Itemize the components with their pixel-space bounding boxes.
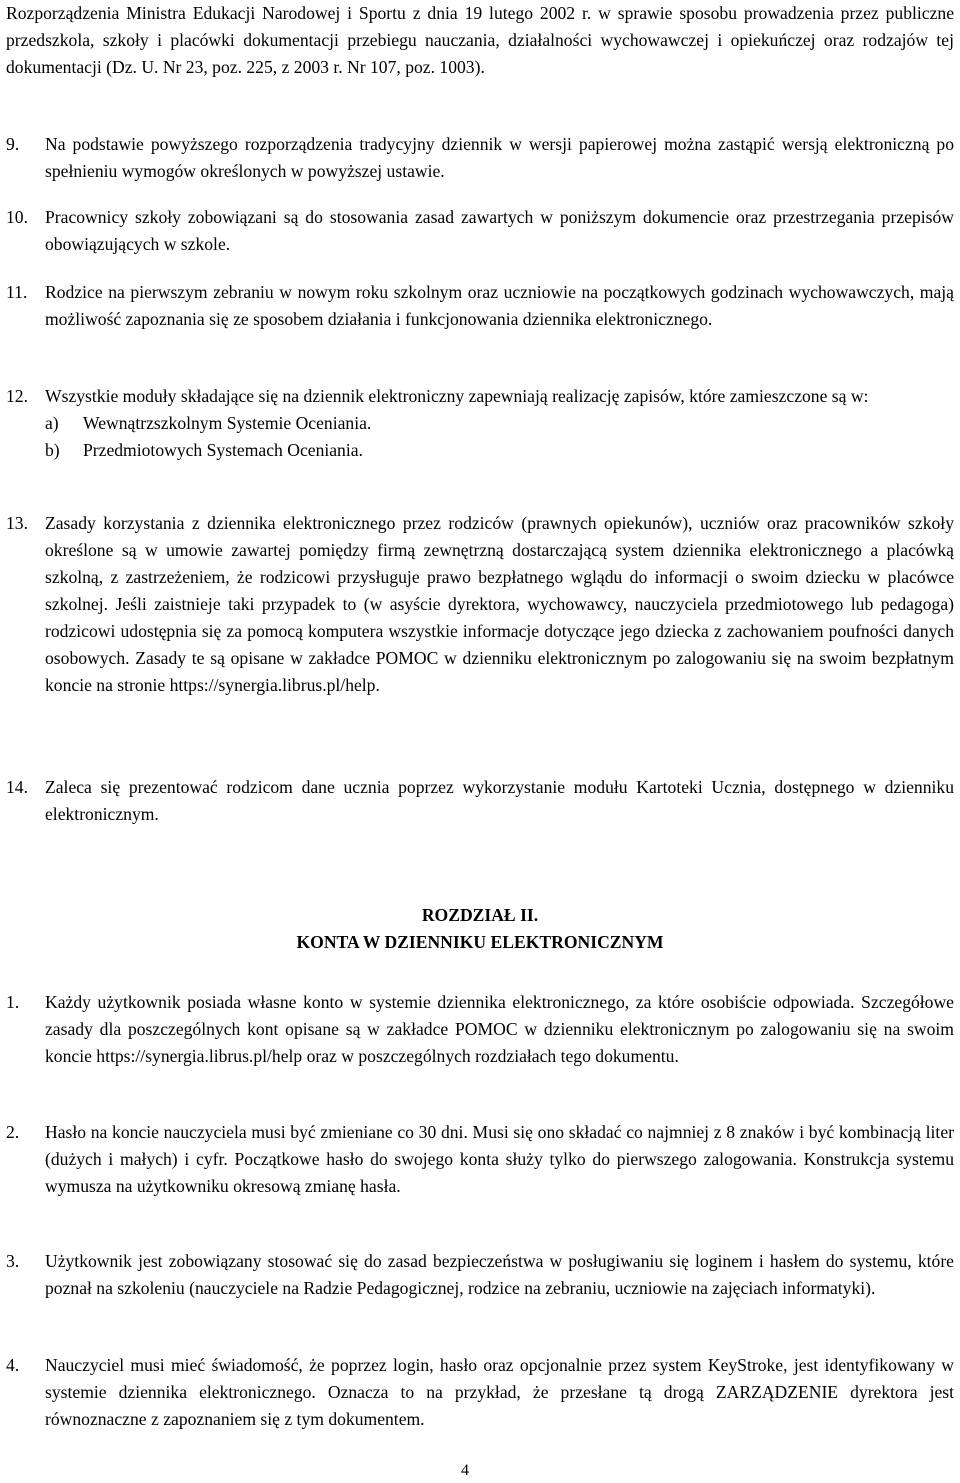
list-item-s2-4 <box>6 1352 954 1433</box>
sub-item-label: b) <box>45 440 60 460</box>
item-text: Rodzice na pierwszym zebraniu w nowym roku szkolnym oraz uczniowie na początkowych godzinach wychowawczych, mają możliwość zapoznania się ze sposobem działania i funkcjonowania dziennika elektronicznego. <box>45 282 954 329</box>
item-number: 9. <box>6 134 20 154</box>
item-text: Pracownicy szkoły zobowiązani są do stosowania zasad zawartych w poniższym dokumencie oraz przestrzegania przepisów obowiązujących w szkole. <box>45 207 954 254</box>
item-number: 1. <box>6 992 20 1012</box>
item-number: 13. <box>6 513 28 533</box>
sub-item-text: Przedmiotowych Systemach Oceniania. <box>83 440 363 460</box>
item-number: 10. <box>6 207 28 227</box>
item-text: Na podstawie powyższego rozporządzenia tradycyjny dziennik w wersji papierowej można zastąpić wersją elektroniczną po spełnieniu wymogów określonych w powyższej ustawie. <box>45 134 954 181</box>
item-text: Każdy użytkownik posiada własne konto w systemie dziennika elektronicznego, za które osobiście odpowiada. Szczegółowe zasady dla poszczególnych kont opisane są w zakładce POMOC w dzienniku elektronicznym po zalogowaniu się na swoim koncie https://synergia.librus.pl/help oraz w poszczególnych rozdziałach tego dokumentu. <box>45 992 954 1066</box>
page-number: 4 <box>461 1462 469 1479</box>
item-number: 4. <box>6 1355 20 1375</box>
item-number: 12. <box>6 386 28 406</box>
item-text: Wszystkie moduły składające się na dziennik elektroniczny zapewniają realizację zapisów, które zamieszczone są w: <box>45 386 869 406</box>
item-number: 11. <box>6 282 28 302</box>
list-item-s2-1 <box>6 989 954 1070</box>
sub-item-b <box>45 437 954 464</box>
list-item-9 <box>6 131 954 185</box>
list-item-10 <box>6 204 954 258</box>
item-text: Zaleca się prezentować rodzicom dane ucznia poprzez wykorzystanie modułu Kartoteki Ucznia, dostępnego w dzienniku elektronicznym. <box>45 777 954 824</box>
intro-paragraph: Rozporządzenia Ministra Edukacji Narodowej i Sportu z dnia 19 lutego 2002 r. w sprawie sposobu prowadzenia przez publiczne przedszkola, szkoły i placówki dokumentacji przebiegu nauczania, działalności wychowawczej i opiekuńczej oraz rodzajów tej dokumentacji (Dz. U. Nr 23, poz. 225, z 2003 r. Nr 107, poz. 1003). <box>6 3 954 77</box>
item-text: Użytkownik jest zobowiązany stosować się do zasad bezpieczeństwa w posługiwaniu się loginem i hasłem do systemu, które poznał na szkoleniu (nauczyciele na Radzie Pedagogicznej, rodzice na zebraniu, uczniowie na zajęciach informatyki). <box>45 1251 954 1298</box>
chapter-title: ROZDZIAŁ II. <box>421 905 539 925</box>
list-item-s2-2 <box>6 1119 954 1200</box>
item-text: Nauczyciel musi mieć świadomość, że poprzez login, hasło oraz opcjonalnie przez system KeyStroke, jest identyfikowany w systemie dziennika elektronicznego. Oznacza to na przykład, że przesłane tą drogą ZARZĄDZENIE dyrektora jest równoznaczne z zapoznaniem się z tym dokumentem. <box>45 1355 954 1429</box>
item-text: Zasady korzystania z dziennika elektronicznego przez rodziców (prawnych opiekunów), uczniów oraz pracowników szkoły określone są w umowie zawartej pomiędzy firmą zewnętrzną dostarczającą system dziennika elektronicznego a placówką szkolną, z zastrzeżeniem, że rodzicowi przysługuje prawo bezpłatnego wglądu do informacji o swoim dziecku w placówce szkolnej. Jeśli zaistnieje taki przypadek to (w asyście dyrektora, wychowawcy, nauczyciela przedmiotowego lub pedagoga) rodzicowi udostępnia się za pomocą komputera wszystkie informacje dotyczące jego dziecka z zachowaniem poufności danych osobowych. Zasady te są opisane w zakładce POMOC w dzienniku elektronicznym po zalogowaniu się na swoim bezpłatnym koncie na stronie https://synergia.librus.pl/help. <box>45 513 954 695</box>
list-item-12 <box>6 383 954 464</box>
list-item-14 <box>6 774 954 828</box>
list-item-s2-3 <box>6 1248 954 1302</box>
item-number: 3. <box>6 1251 20 1271</box>
sub-item-label: a) <box>45 413 59 433</box>
chapter-subtitle: KONTA W DZIENNIKU ELEKTRONICZNYM <box>296 932 664 952</box>
list-item-13 <box>6 510 954 699</box>
item-number: 14. <box>6 777 28 797</box>
item-number: 2. <box>6 1122 20 1142</box>
item-text: Hasło na koncie nauczyciela musi być zmieniane co 30 dni. Musi się ono składać co najmniej z 8 znaków i być kombinacją liter (dużych i małych) i cyfr. Początkowe hasło do swojego konta służy tylko do pierwszego zalogowania. Konstrukcja systemu wymusza na użytkowniku okresową zmianę hasła. <box>45 1122 954 1196</box>
sub-item-a <box>45 410 954 437</box>
list-item-11 <box>6 279 954 333</box>
sub-item-text: Wewnątrzszkolnym Systemie Oceniania. <box>83 413 372 433</box>
